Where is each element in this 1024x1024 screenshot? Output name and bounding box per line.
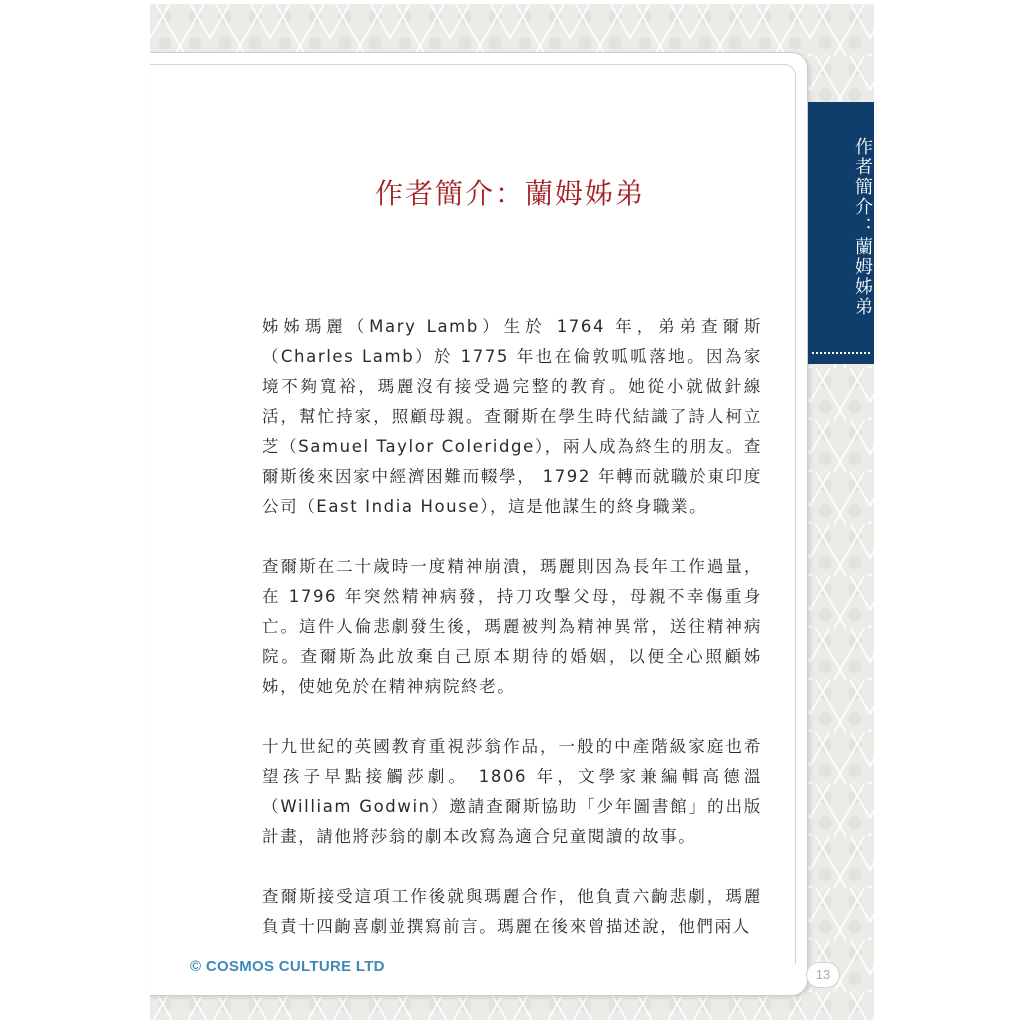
side-tab-label: 作者簡介：蘭姆姊弟 xyxy=(852,137,873,317)
page-title: 作者簡介：蘭姆姊弟 xyxy=(374,177,645,210)
body-text xyxy=(262,312,762,972)
paragraph: 十九世紀的英國教育重視莎翁作品，一般的中產階級家庭也希望孩子早點接觸莎劇。 1806 年，文學家兼編輯高德溫（William Godwin）邀請查爾斯協助「少年圖書館」的出版計畫，請他將莎翁的劇本改寫為適合兒童閱讀的故事。 xyxy=(262,737,762,846)
paragraph: 查爾斯接受這項工作後就與瑪麗合作，他負責六齣悲劇，瑪麗負責十四齣喜劇並撰寫前言。瑪麗在後來曾描述說，他們兩人 xyxy=(262,887,762,936)
paragraph: 姊姊瑪麗（Mary Lamb）生於 1764 年，弟弟查爾斯（Charles Lamb）於 1775 年也在倫敦呱呱落地。因為家境不夠寬裕，瑪麗沒有接受過完整的教育。她從小就做針線活，幫忙持家，照顧母親。查爾斯在學生時代結識了詩人柯立芝（Samuel Taylor Coleridge），兩人成為終生的朋友。查爾斯後來因家中經濟困難而輟學， 1792 年轉而就職於東印度公司（East India House），這是他謀生的終身職業。 xyxy=(262,317,762,516)
side-tab-dotted-divider xyxy=(812,352,870,354)
page-number: 13 xyxy=(806,962,840,988)
paragraph: 查爾斯在二十歲時一度精神崩潰，瑪麗則因為長年工作過量，在 1796 年突然精神病發，持刀攻擊父母，母親不幸傷重身亡。這件人倫悲劇發生後，瑪麗被判為精神異常，送往精神病院。查爾斯為此放棄自己原本期待的婚姻，以便全心照顧姊姊，使她免於在精神病院終老。 xyxy=(262,557,762,696)
copyright-notice: © COSMOS CULTURE LTD xyxy=(190,958,385,975)
